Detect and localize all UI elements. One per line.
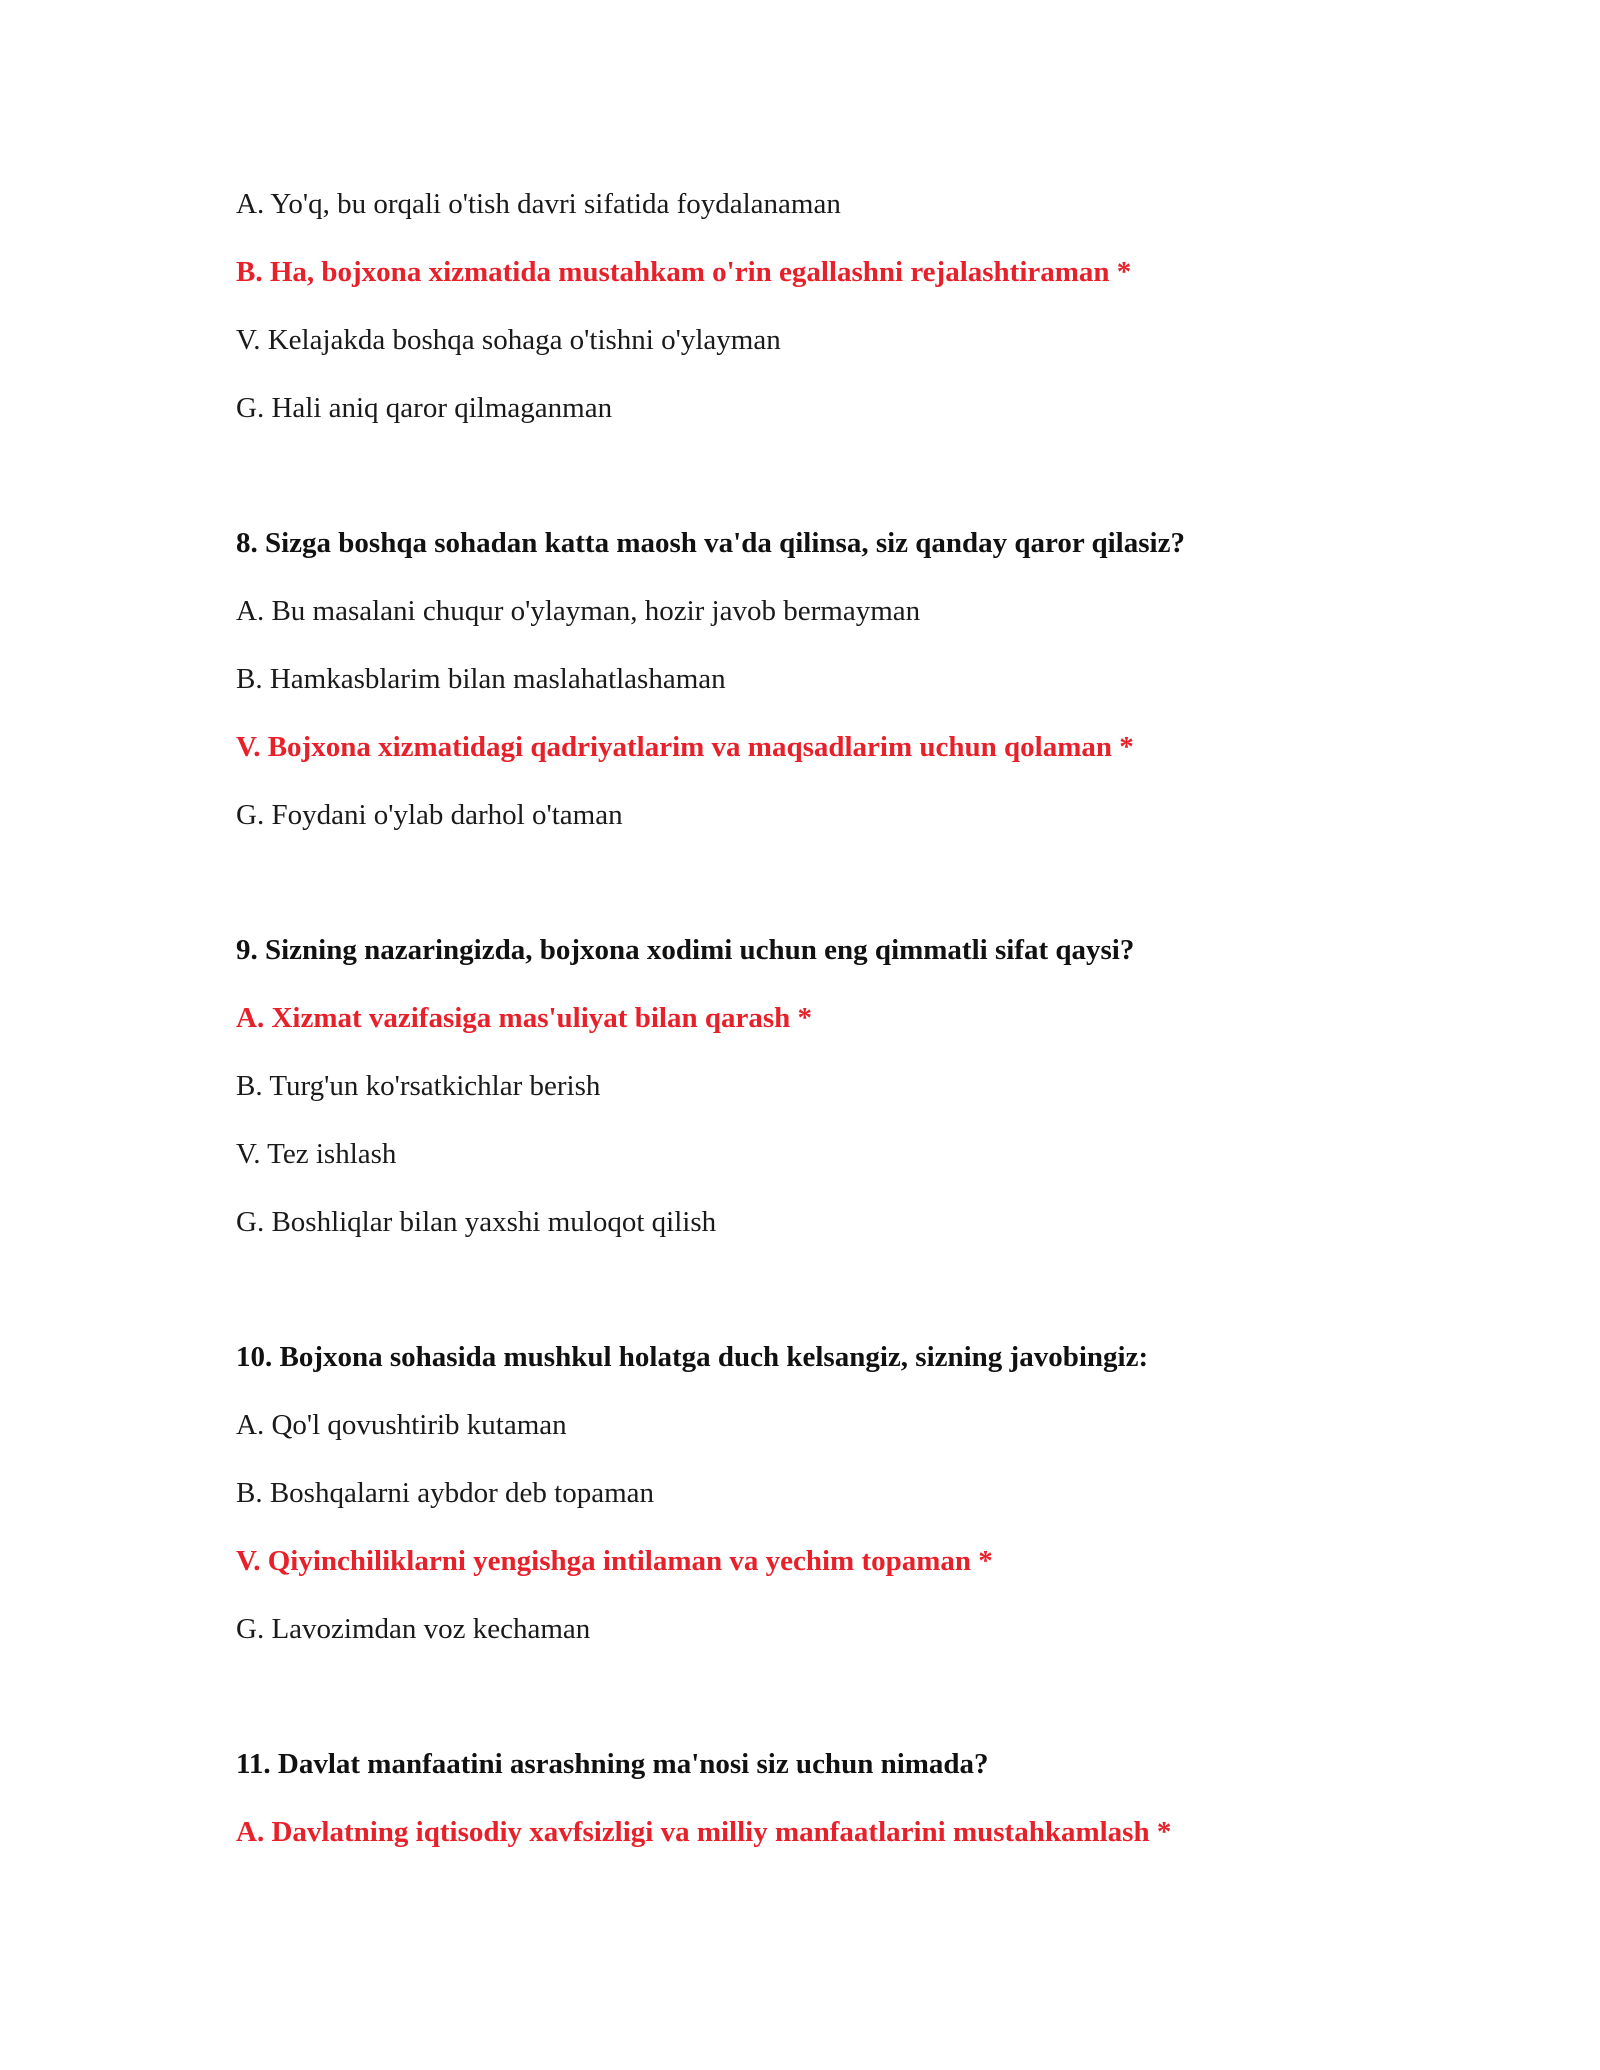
option-b: B. Boshqalarni aybdor deb topaman (236, 1477, 654, 1509)
question-block-9 (236, 932, 1396, 1240)
option-v: V. Kelajakda boshqa sohaga o'tishni o'ylayman (236, 324, 781, 356)
block-spacer (236, 1272, 1396, 1339)
question-text: 11. Davlat manfaatini asrashning ma'nosi siz uchun nimada? (236, 1748, 989, 1780)
question-block-11 (236, 1746, 1396, 1850)
block-spacer (236, 1679, 1396, 1746)
option-v: V. Tez ishlash (236, 1138, 397, 1170)
question-block-7-continued (236, 186, 1396, 426)
option-a: A. Bu masalani chuqur o'ylayman, hozir javob bermayman (236, 595, 921, 627)
block-spacer (236, 458, 1396, 525)
option-b: B. Hamkasblarim bilan maslahatlashaman (236, 663, 726, 695)
question-block-10 (236, 1339, 1396, 1647)
block-spacer (236, 865, 1396, 932)
question-text: 9. Sizning nazaringizda, bojxona xodimi uchun eng qimmatli sifat qaysi? (236, 934, 1135, 966)
option-b-correct: B. Ha, bojxona xizmatida mustahkam o'rin egallashni rejalashtiraman * (236, 256, 1132, 288)
option-v-correct: V. Qiyinchiliklarni yengishga intilaman va yechim topaman * (236, 1545, 993, 1577)
option-a: A. Yo'q, bu orqali o'tish davri sifatida foydalanaman (236, 188, 841, 220)
option-v-correct: V. Bojxona xizmatidagi qadriyatlarim va maqsadlarim uchun qolaman * (236, 731, 1134, 763)
option-g: G. Lavozimdan voz kechaman (236, 1613, 591, 1645)
question-text: 10. Bojxona sohasida mushkul holatga duch kelsangiz, sizning javobingiz: (236, 1341, 1149, 1373)
option-g: G. Foydani o'ylab darhol o'taman (236, 799, 623, 831)
option-a-correct: A. Davlatning iqtisodiy xavfsizligi va milliy manfaatlarini mustahkamlash * (236, 1816, 1172, 1848)
option-a-correct: A. Xizmat vazifasiga mas'uliyat bilan qarash * (236, 1002, 812, 1034)
option-g: G. Boshliqlar bilan yaxshi muloqot qilish (236, 1206, 717, 1238)
option-b: B. Turg'un ko'rsatkichlar berish (236, 1070, 601, 1102)
question-text: 8. Sizga boshqa sohadan katta maosh va'da qilinsa, siz qanday qaror qilasiz? (236, 527, 1185, 559)
option-g: G. Hali aniq qaror qilmaganman (236, 392, 613, 424)
question-block-8 (236, 525, 1396, 833)
option-a: A. Qo'l qovushtirib kutaman (236, 1409, 567, 1441)
quiz-content (236, 186, 1396, 1882)
